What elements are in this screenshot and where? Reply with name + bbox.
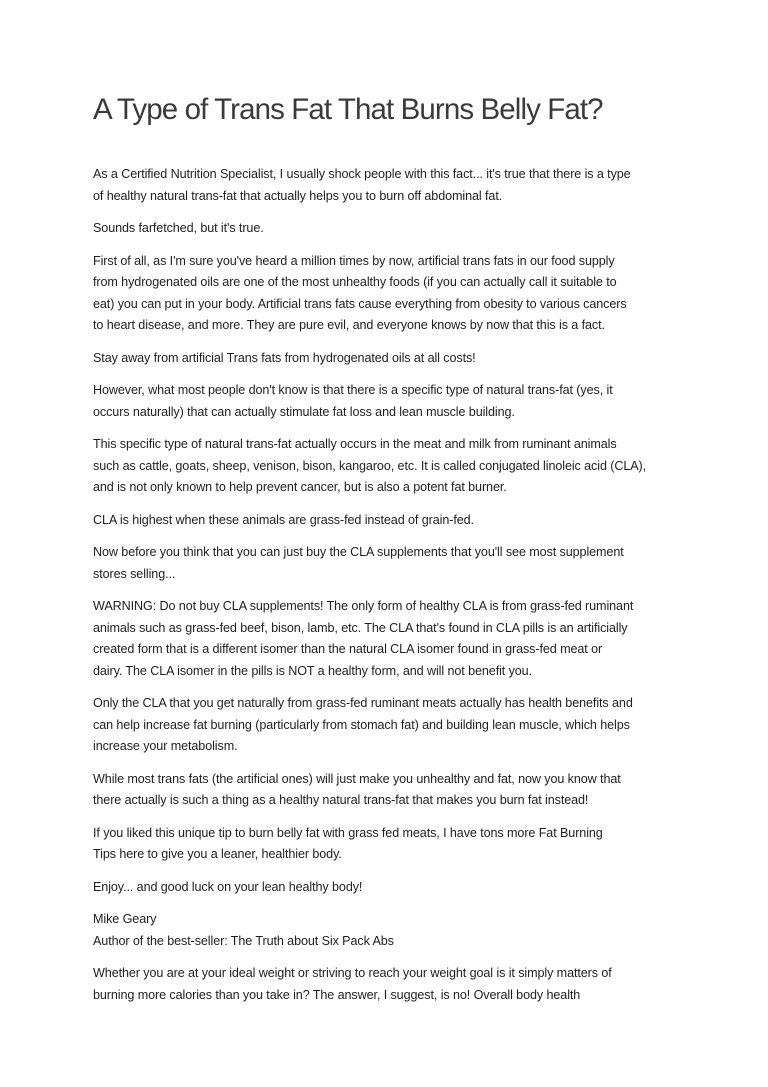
text-line: and is not only known to help prevent cancer, but is also a potent fat burner. xyxy=(93,480,507,494)
text-line: stores selling... xyxy=(93,566,176,581)
paragraph xyxy=(93,251,683,337)
paragraph xyxy=(93,877,683,899)
text-line: eat) you can put in your body. Artificial trans fats cause everything from obesity to various cancers xyxy=(93,296,627,311)
text-line: from hydrogenated oils are one of the most unhealthy foods (if you can actually call it suitable to xyxy=(93,275,617,289)
text-line: If you liked this unique tip to burn belly fat with grass fed meats, I have tons more Fat Burning xyxy=(93,825,603,840)
text-line: CLA is highest when these animals are grass-fed instead of grain-fed. xyxy=(93,512,474,527)
text-line: First of all, as I'm sure you've heard a million times by now, artificial trans fats in our food supply xyxy=(93,253,615,268)
paragraph xyxy=(93,963,683,1006)
text-line: of healthy natural trans-fat that actually helps you to burn off abdominal fat. xyxy=(93,188,503,203)
page-title: A Type of Trans Fat That Burns Belly Fat? xyxy=(93,93,603,126)
text-line: can help increase fat burning (particularly from stomach fat) and building lean muscle, which helps xyxy=(93,717,630,732)
text-line: occurs naturally) that can actually stimulate fat loss and lean muscle building. xyxy=(93,404,515,419)
text-line: WARNING: Do not buy CLA supplements! The only form of healthy CLA is from grass-fed ruminant xyxy=(93,599,634,613)
text-line: As a Certified Nutrition Specialist, I usually shock people with this fact... it's true that there is a type xyxy=(93,167,631,181)
paragraph-list xyxy=(93,164,683,1006)
paragraph xyxy=(93,164,683,207)
paragraph xyxy=(93,909,683,952)
text-line: Now before you think that you can just buy the CLA supplements that you'll see most supplement xyxy=(93,545,624,559)
text-line: to heart disease, and more. They are pure evil, and everyone knows by now that this is a fact. xyxy=(93,318,605,332)
text-line: increase your metabolism. xyxy=(93,739,238,753)
text-line: Enjoy... and good luck on your lean healthy body! xyxy=(93,879,363,894)
text-line: dairy. The CLA isomer in the pills is NOT a healthy form, and will not benefit you. xyxy=(93,663,532,678)
paragraph xyxy=(93,380,683,423)
text-line: This specific type of natural trans-fat actually occurs in the meat and milk from ruminant animals xyxy=(93,437,617,451)
paragraph xyxy=(93,510,683,532)
text-line: Sounds farfetched, but it's true. xyxy=(93,221,264,235)
paragraph xyxy=(93,348,683,370)
text-line: animals such as grass-fed beef, bison, lamb, etc. The CLA that's found in CLA pills is an artificially xyxy=(93,620,628,635)
text-line: Stay away from artificial Trans fats from hydrogenated oils at all costs! xyxy=(93,350,476,365)
paragraph xyxy=(93,218,683,240)
paragraph xyxy=(93,693,683,758)
text-line: Whether you are at your ideal weight or striving to reach your weight goal is it simply matters of xyxy=(93,966,612,980)
paragraph xyxy=(93,434,683,499)
text-line: Only the CLA that you get naturally from grass-fed ruminant meats actually has health benefits and xyxy=(93,696,633,710)
paragraph xyxy=(93,823,683,866)
text-line: created form that is a different isomer than the natural CLA isomer found in grass-fed meat or xyxy=(93,642,603,656)
text-line: Author of the best-seller: The Truth about Six Pack Abs xyxy=(93,933,394,948)
text-line: Tips here to give you a leaner, healthier body. xyxy=(93,847,342,861)
paragraph xyxy=(93,596,683,682)
text-line: such as cattle, goats, sheep, venison, bison, kangaroo, etc. It is called conjugated linoleic acid (CLA), xyxy=(93,458,647,473)
text-line: However, what most people don't know is that there is a specific type of natural trans-fat (yes, it xyxy=(93,383,613,397)
text-line: While most trans fats (the artificial ones) will just make you unhealthy and fat, now you know that xyxy=(93,771,621,786)
text-line: burning more calories than you take in? The answer, I suggest, is no! Overall body health xyxy=(93,987,581,1002)
paragraph xyxy=(93,542,683,585)
document-content xyxy=(93,92,683,1017)
text-line: there actually is such a thing as a healthy natural trans-fat that makes you burn fat instead! xyxy=(93,793,589,807)
text-line: Mike Geary xyxy=(93,912,157,926)
paragraph xyxy=(93,769,683,812)
